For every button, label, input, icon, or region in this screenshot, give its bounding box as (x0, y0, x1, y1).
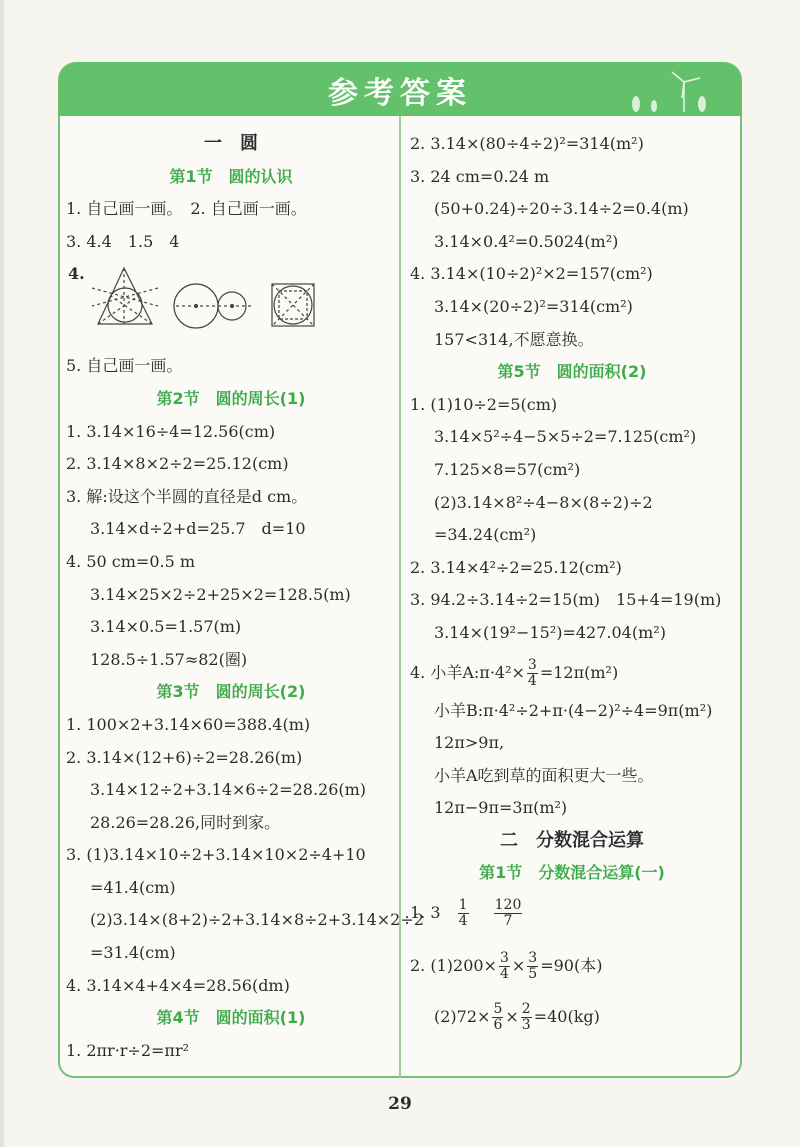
fraction (492, 1002, 503, 1033)
answer-line: 1. (1)10÷2=5(cm) (410, 394, 558, 414)
answer-line: 小羊A吃到草的面积更大一些。 (434, 765, 654, 785)
answer-line: 1. 2πr·r÷2=πr² (66, 1040, 189, 1060)
figure-row (66, 258, 396, 350)
answer-line: 3.14×(19²−15²)=427.04(m²) (434, 622, 666, 642)
answer-text: 2. (1)200× (410, 956, 497, 976)
fraction-numerator: 1 (458, 897, 468, 914)
answer-line: 小羊B:π·4²÷2+π·(4−2)²÷4=9π(m²) (434, 700, 713, 720)
answer-line: 4. 3.14×4+4×4=28.56(dm) (66, 975, 290, 995)
fraction-denominator: 4 (499, 966, 509, 983)
windmill-tree-decoration (624, 68, 714, 114)
answer-line: 3.14×d÷2+d=25.7 d=10 (90, 519, 306, 539)
answer-line: 3.14×(20÷2)²=314(cm²) (434, 296, 633, 316)
answer-line: 28.26=28.26,同时到家。 (90, 812, 281, 832)
fraction-numerator: 120 (494, 897, 522, 914)
answer-text: 1. 3 (410, 903, 441, 923)
fraction-denominator: 3 (521, 1017, 531, 1034)
answer-line: =34.24(cm²) (434, 525, 537, 545)
page-number: 29 (388, 1094, 412, 1114)
answer-text: (2)72× (434, 1007, 491, 1027)
circle-figures (92, 258, 362, 344)
section-title: 第1节 分数混合运算(一) (479, 863, 665, 883)
answer-line: 2. 3.14×(80÷4÷2)²=314(m²) (410, 134, 644, 153)
chapter-title: 二 分数混合运算 (500, 829, 644, 851)
answer-line: 3.14×5²÷4−5×5÷2=7.125(cm²) (434, 427, 697, 447)
answer-line: 3.14×0.4²=0.5024(m²) (434, 231, 619, 251)
answer-line: 1. 自己画一画。 2. 自己画一画。 (66, 199, 307, 219)
answer-line: 3. 94.2÷3.14÷2=15(m) 15+4=19(m) (410, 590, 722, 610)
answer-line: =31.4(cm) (90, 943, 176, 963)
answer-text: =40(kg) (533, 1007, 600, 1027)
fraction-numerator: 3 (528, 950, 538, 967)
answer-line: 3.14×12÷2+3.14×6÷2=28.26(m) (90, 780, 367, 800)
fraction-numerator: 5 (493, 1001, 503, 1018)
fraction (494, 898, 523, 929)
fraction (499, 951, 510, 982)
answer-line: (2)3.14×(8+2)÷2+3.14×8÷2+3.14×2÷2 (90, 910, 424, 930)
answer-line (410, 650, 734, 695)
times-sign: × (511, 956, 526, 976)
left-column (66, 128, 424, 1067)
answer-line: 3. (1)3.14×10÷2+3.14×10×2÷4+10 (66, 845, 366, 865)
answer-line: 12π−9π=3π(m²) (434, 798, 568, 818)
answer-line: 3. 4.4 1.5 4 (66, 231, 180, 251)
answer-line: 5. 自己画一画。 (66, 356, 183, 376)
triangle-incircle-figure (92, 268, 158, 324)
section-title: 第5节 圆的面积(2) (497, 362, 647, 382)
right-column (410, 128, 734, 1039)
answer-line: 3. 解:设这个半圆的直径是d cm。 (66, 486, 308, 506)
fraction-denominator: 4 (527, 672, 537, 689)
answer-line: 3.14×25×2÷2+25×2=128.5(m) (90, 584, 351, 604)
answer-line: 2. 3.14×(12+6)÷2=28.26(m) (66, 747, 303, 767)
fraction (527, 658, 538, 689)
answer-line: 2. 3.14×4²÷2=25.12(cm²) (410, 557, 622, 577)
answer-line: (2)3.14×8²÷4−8×(8÷2)÷2 (434, 492, 653, 512)
times-sign: × (505, 1007, 519, 1027)
answer-line (410, 994, 734, 1039)
fraction-numerator: 3 (527, 656, 537, 673)
answer-line: 1. 100×2+3.14×60=388.4(m) (66, 714, 311, 734)
fraction-denominator: 7 (503, 913, 513, 930)
answer-line (410, 943, 734, 988)
answer-line: 2. 3.14×8×2÷2=25.12(cm) (66, 454, 289, 474)
chapter-title: 一 圆 (204, 133, 258, 154)
answer-header (58, 62, 742, 116)
answer-text: =12π(m²) (539, 662, 619, 682)
fraction-numerator: 3 (499, 950, 509, 967)
square-circle-figure (272, 284, 314, 326)
answer-line: 128.5÷1.57≈82(圈) (90, 649, 248, 669)
answer-line: 3.14×0.5=1.57(m) (90, 617, 242, 637)
fraction (458, 898, 469, 929)
answer-line: 1. 3.14×16÷4=12.56(cm) (66, 421, 276, 441)
section-title: 第4节 圆的面积(1) (156, 1008, 306, 1028)
answer-line: 7.125×8=57(cm²) (434, 459, 581, 479)
section-title: 第3节 圆的周长(2) (156, 682, 306, 702)
fraction (521, 1002, 532, 1033)
answer-text: 4. 小羊A:π·4²× (410, 662, 525, 682)
answer-line: 4. 3.14×(10÷2)²×2=157(cm²) (410, 264, 653, 284)
answer-line: 3. 24 cm=0.24 m (410, 166, 550, 186)
fraction-numerator: 2 (521, 1001, 531, 1018)
two-circles-figure (174, 284, 252, 328)
section-title: 第1节 圆的认识 (169, 166, 293, 186)
question-number: 4. (68, 264, 85, 284)
section-title: 第2节 圆的周长(1) (156, 388, 306, 408)
page-edge (0, 0, 4, 1147)
answer-line (410, 890, 734, 935)
fraction-denominator: 4 (458, 913, 468, 930)
fraction-denominator: 6 (493, 1017, 503, 1034)
answer-line: (50+0.24)÷20÷3.14÷2=0.4(m) (434, 199, 689, 219)
answer-text: =90(本) (540, 956, 603, 976)
answer-line: =41.4(cm) (90, 877, 176, 897)
answer-line: 4. 50 cm=0.5 m (66, 551, 196, 571)
answer-line: 12π>9π, (434, 733, 505, 753)
fraction (527, 951, 538, 982)
answer-line: 157<314,不愿意换。 (434, 329, 594, 349)
page-title: 参考答案 (328, 76, 472, 111)
fraction-denominator: 5 (528, 966, 538, 983)
